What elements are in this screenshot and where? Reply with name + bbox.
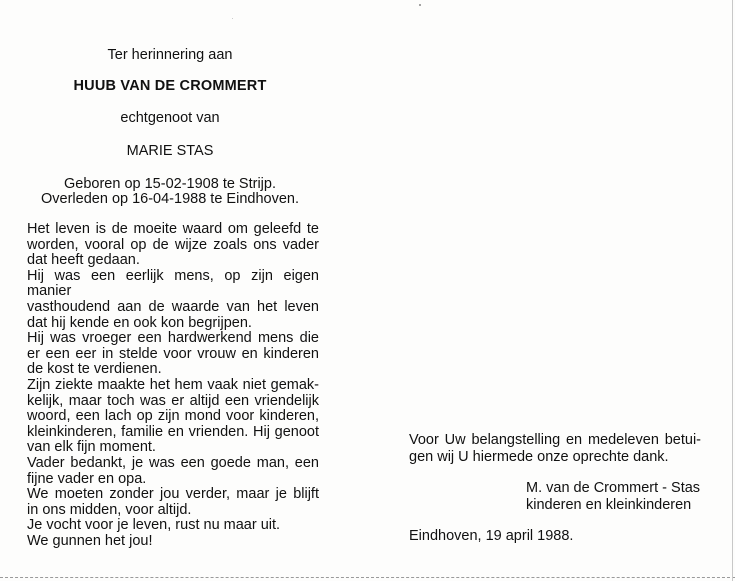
poem-line: Zijn ziekte maakte het hem vaak niet gemak-	[27, 376, 319, 393]
thanks-line: Voor Uw belangstelling en medeleven betui-	[409, 432, 701, 448]
place-date: Eindhoven, 19 april 1988.	[409, 528, 574, 544]
card-right-edge	[732, 0, 733, 581]
poem-text	[27, 222, 319, 549]
death-line: Overleden op 16-04-1988 te Eindhoven.	[41, 191, 299, 207]
poem-line: kelijk, maar toch was er altijd een vriendelijk	[27, 392, 319, 409]
poem-line: We gunnen het jou!	[27, 532, 153, 549]
poem-line: de kost te verdienen.	[27, 361, 162, 378]
thanks-line: gen wij U hiermede onze oprechte dank.	[409, 449, 669, 465]
poem-line: worden, vooral op de wijze zoals ons vader	[27, 236, 319, 253]
poem-line: We moeten zonder jou verder, maar je blijft	[27, 486, 319, 503]
poem-line: dat hij kende en ook kon begrijpen.	[27, 314, 252, 331]
poem-line: Hij was een eerlijk mens, op zijn eigen manier	[27, 267, 319, 300]
poem-line: vasthoudend aan de waarde van het leven	[27, 298, 319, 315]
signature-line: M. van de Crommert - Stas	[526, 480, 701, 496]
deceased-name: HUUB VAN DE CROMMERT	[73, 78, 267, 94]
poem-line: Het leven is de moeite waard om geleefd te	[27, 221, 319, 237]
poem-line: in ons midden, voor altijd.	[27, 501, 192, 518]
relation-text: echtgenoot van	[120, 110, 220, 126]
signature-block	[526, 480, 700, 514]
intro-text: Ter herinnering aan	[107, 47, 233, 63]
poem-line: Hij was vroeger een hardwerkend mens die	[27, 330, 319, 347]
print-speck	[419, 4, 421, 6]
poem-line: dat heeft gedaan.	[27, 252, 140, 269]
poem-line: van elk fijn moment.	[27, 439, 156, 456]
poem-line: Je vocht voor je leven, rust nu maar uit.	[27, 517, 281, 534]
poem-line: woord, een lach op zijn mond voor kinderen,	[27, 408, 319, 425]
signature-line: kinderen en kleinkinderen	[526, 497, 692, 513]
print-speck	[232, 18, 233, 19]
thanks-text	[409, 432, 701, 466]
poem-line: fijne vader en opa.	[27, 470, 147, 487]
card-bottom-edge	[0, 577, 735, 579]
spouse-name: MARIE STAS	[126, 143, 214, 159]
birth-line: Geboren op 15-02-1908 te Strijp.	[64, 176, 276, 192]
poem-line: er een eer in stelde voor vrouw en kinderen	[27, 345, 319, 362]
poem-line: kleinkinderen, familie en vrienden. Hij genoot	[27, 423, 319, 440]
poem-line: Vader bedankt, je was een goede man, een	[27, 454, 319, 471]
